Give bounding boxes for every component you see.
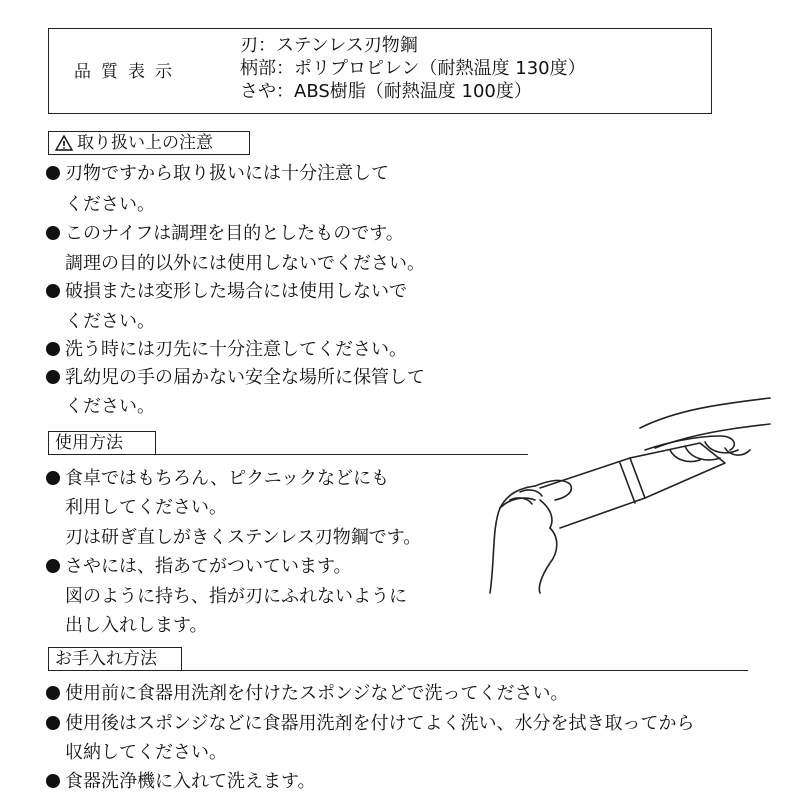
- warning-triangle-icon: [55, 135, 73, 151]
- handling-item-1-text: 刃物ですから取り扱いには十分注意して: [65, 163, 389, 184]
- care-item-1-text: 使用前に食器用洗剤を付けたスポンジなどで洗ってください。: [65, 683, 569, 704]
- handling-title: 取り扱い上の注意: [77, 133, 213, 153]
- handling-heading-underline: [48, 154, 250, 155]
- handling-section-heading: [48, 131, 250, 155]
- bullet-icon: [46, 716, 60, 730]
- handling-item-3-cont: ください。: [65, 311, 155, 332]
- usage-section-heading: [48, 431, 156, 455]
- usage-item-1: [46, 468, 389, 490]
- usage-item-2-cont2: 出し入れします。: [65, 615, 208, 636]
- handling-item-2-text: このナイフは調理を目的としたものです。: [65, 223, 404, 244]
- usage-item-2-text: さやには、指あてがついています。: [65, 556, 352, 577]
- quality-heading: 品質表示: [74, 62, 182, 82]
- bullet-icon: [46, 342, 60, 356]
- bullet-icon: [46, 559, 60, 573]
- usage-item-2: [46, 556, 352, 578]
- handling-item-4-text: 洗う時には刃先に十分注意してください。: [65, 339, 407, 360]
- usage-heading-underline: [48, 454, 528, 455]
- quality-handle: 柄部：ポリプロピレン（耐熱温度 130度）: [240, 58, 586, 79]
- quality-blade: 刃：ステンレス刃物鋼: [240, 35, 418, 56]
- usage-title: 使用方法: [55, 433, 123, 453]
- handling-item-5: [46, 367, 425, 389]
- handling-item-1-cont: ください。: [65, 194, 155, 215]
- usage-item-1-cont2: 刃は研ぎ直しがきくステンレス刃物鋼です。: [65, 527, 422, 548]
- bullet-icon: [46, 370, 60, 384]
- handling-item-5-cont: ください。: [65, 396, 155, 417]
- care-item-2-cont: 収納してください。: [65, 742, 227, 763]
- usage-item-1-text: 食卓ではもちろん、ピクニックなどにも: [65, 468, 389, 489]
- care-title: お手入れ方法: [55, 649, 157, 669]
- bullet-icon: [46, 166, 60, 180]
- bullet-icon: [46, 284, 60, 298]
- bullet-icon: [46, 774, 60, 788]
- care-item-3: [46, 771, 316, 793]
- handling-item-1: [46, 163, 389, 185]
- bullet-icon: [46, 471, 60, 485]
- handling-item-2: [46, 223, 404, 245]
- handling-item-5-text: 乳幼児の手の届かない安全な場所に保管して: [65, 367, 425, 388]
- handling-item-2-cont: 調理の目的以外には使用しないでください。: [65, 253, 425, 274]
- care-item-3-text: 食器洗浄機に入れて洗えます。: [65, 771, 316, 792]
- care-item-2-text: 使用後はスポンジなどに食器用洗剤を付けてよく洗い、水分を拭き取ってから: [65, 713, 695, 734]
- care-section-heading: [48, 647, 182, 671]
- care-item-1: [46, 683, 569, 705]
- bullet-icon: [46, 686, 60, 700]
- care-item-2: [46, 713, 695, 735]
- hands-holding-sheath-illustration: [480, 388, 780, 598]
- quality-sheath: さや：ABS樹脂（耐熱温度 100度）: [240, 81, 532, 102]
- care-heading-underline: [48, 670, 748, 671]
- bullet-icon: [46, 226, 60, 240]
- handling-item-3-text: 破損または変形した場合には使用しないで: [65, 281, 407, 302]
- handling-item-3: [46, 281, 407, 303]
- usage-item-1-cont: 利用してください。: [65, 497, 227, 518]
- usage-item-2-cont: 図のように持ち、指が刃にふれないように: [65, 586, 407, 607]
- handling-item-4: [46, 339, 407, 361]
